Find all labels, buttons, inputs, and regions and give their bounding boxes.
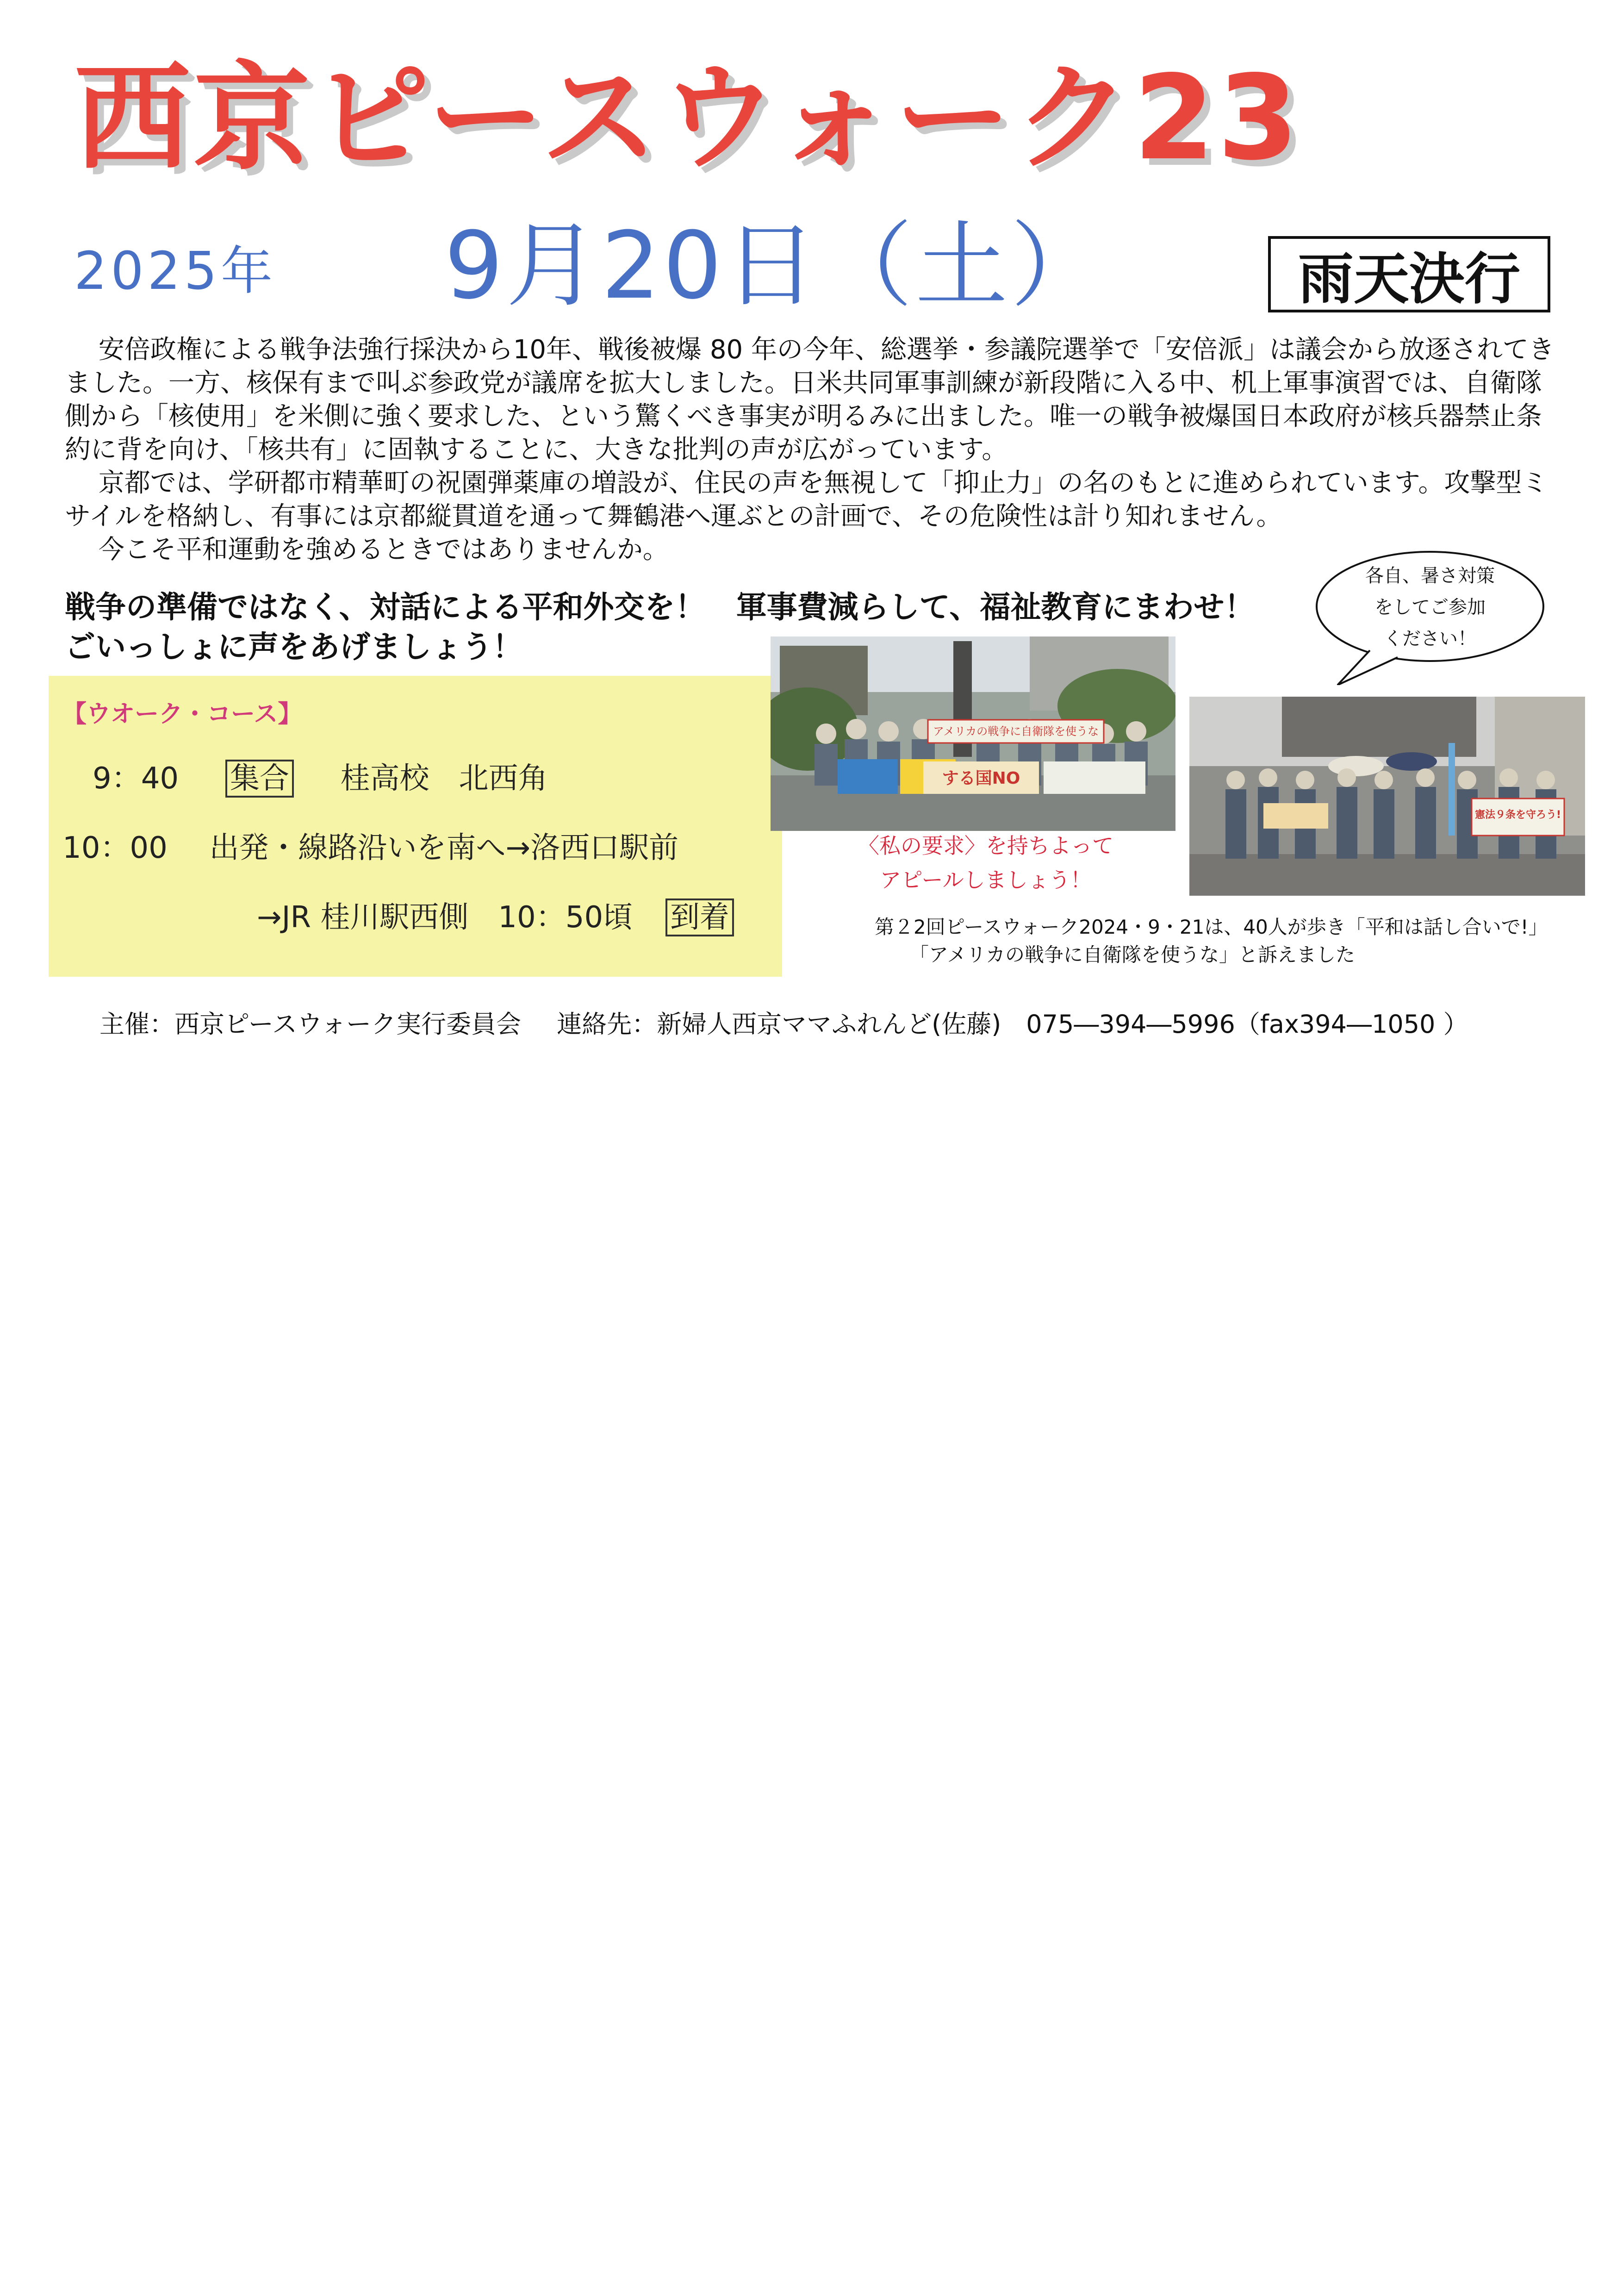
organizer: 主催：西京ピースウォーク実行委員会 [99,1010,521,1039]
paragraph-3: 今こそ平和運動を強めるときではありませんか。 [98,535,669,565]
speech-bubble-line-3: ください！ [1384,628,1476,649]
assembly-time: 9：40 [93,761,179,796]
page-title: 西京ピースウォーク23 [74,50,1301,186]
appeal-caption [833,829,1138,897]
photo-banner-3: 憲法９条を守ろう! [1474,809,1561,821]
speech-bubble-line-2: をしてご参加 [1374,597,1486,618]
course-line-1 [93,761,548,796]
event-date: 9月20日（土） [444,212,1106,320]
paragraph-2: 京都では、学研都市精華町の祝園弾薬庫の増設が、住民の声を無視して「抑止力」の名のもとに進められています。攻撃型ミサイルを格納し、有事には京都縦貫道を通って舞鶴港へ運ぶとの計画で、その危険性は計り知れません。 [65,468,1548,531]
photo-banner-2: する国NO [942,769,1020,788]
appeal-caption-line-1: 〈私の要求〉を持ちよって [858,833,1113,858]
photo-caption-line-2: 「アメリカの戦争に自衛隊を使うな」と訴えました [909,943,1356,966]
course-line-3 [257,900,734,935]
speech-bubble-text [1342,560,1518,655]
photo-gathering-image [771,636,1175,831]
rain-or-shine-badge [1268,236,1550,312]
departure-route: 出発・線路沿いを南へ→洛西口駅前 [209,831,679,865]
departure-time: 10：00 [62,831,168,865]
speech-bubble-line-1: 各自、暑さ対策 [1365,565,1495,586]
photo-gathering [771,636,1175,831]
arrival-tag: 到着 [665,898,734,936]
slogan-line-1: 戦争の準備ではなく、対話による平和外交を！ 軍事費減らして、福祉教育にまわせ！ [65,589,1255,625]
walk-course-box [49,676,782,977]
speech-bubble [1310,546,1550,685]
photo-caption-line-1: 第２2回ピースウォーク2024・9・21は、40人が歩き「平和は話し合いで!」 [875,916,1548,938]
photo-march [1189,697,1585,896]
body-text [65,333,1564,567]
photo-banner-1: アメリカの戦争に自衛隊を使うな [933,725,1099,738]
contact-info: 連絡先：新婦人西京ママふれんど(佐藤) 075―394―5996（fax394―1050 ） [557,1010,1468,1039]
assembly-place: 桂高校 北西角 [340,761,548,796]
walk-course-heading: 【ウオーク・コース】 [62,700,302,728]
arrival-route: →JR 桂川駅西側 10：50頃 [257,900,633,935]
course-line-2 [62,833,678,863]
slogan-line-2: ごいっしょに声をあげましょう！ [65,629,523,665]
event-year: 2025年 [74,241,277,301]
appeal-caption-line-2: アピールしましょう！ [880,867,1092,892]
footer [99,1004,1468,1040]
rain-or-shine-label: 雨天決行 [1298,247,1520,312]
assembly-tag: 集合 [225,760,294,798]
photo-march-image [1189,697,1585,896]
paragraph-1: 安倍政権による戦争法強行採決から10年、戦後被爆 80 年の今年、総選挙・参議院選挙で「安倍派」は議会から放逐されてきました。一方、核保有まで叫ぶ参政党が議席を拡大しました。日米共同軍事訓練が新段階に入る中、机上軍事演習では、自衛隊側から「核使用」を米側に強く要求した、という驚くべき事実が明るみに出ました。唯一の戦争被爆国日本政府が核兵器禁止条約に背を向け、「核共有」に固執することに、大きな批判の声が広がっています。 [65,335,1555,465]
